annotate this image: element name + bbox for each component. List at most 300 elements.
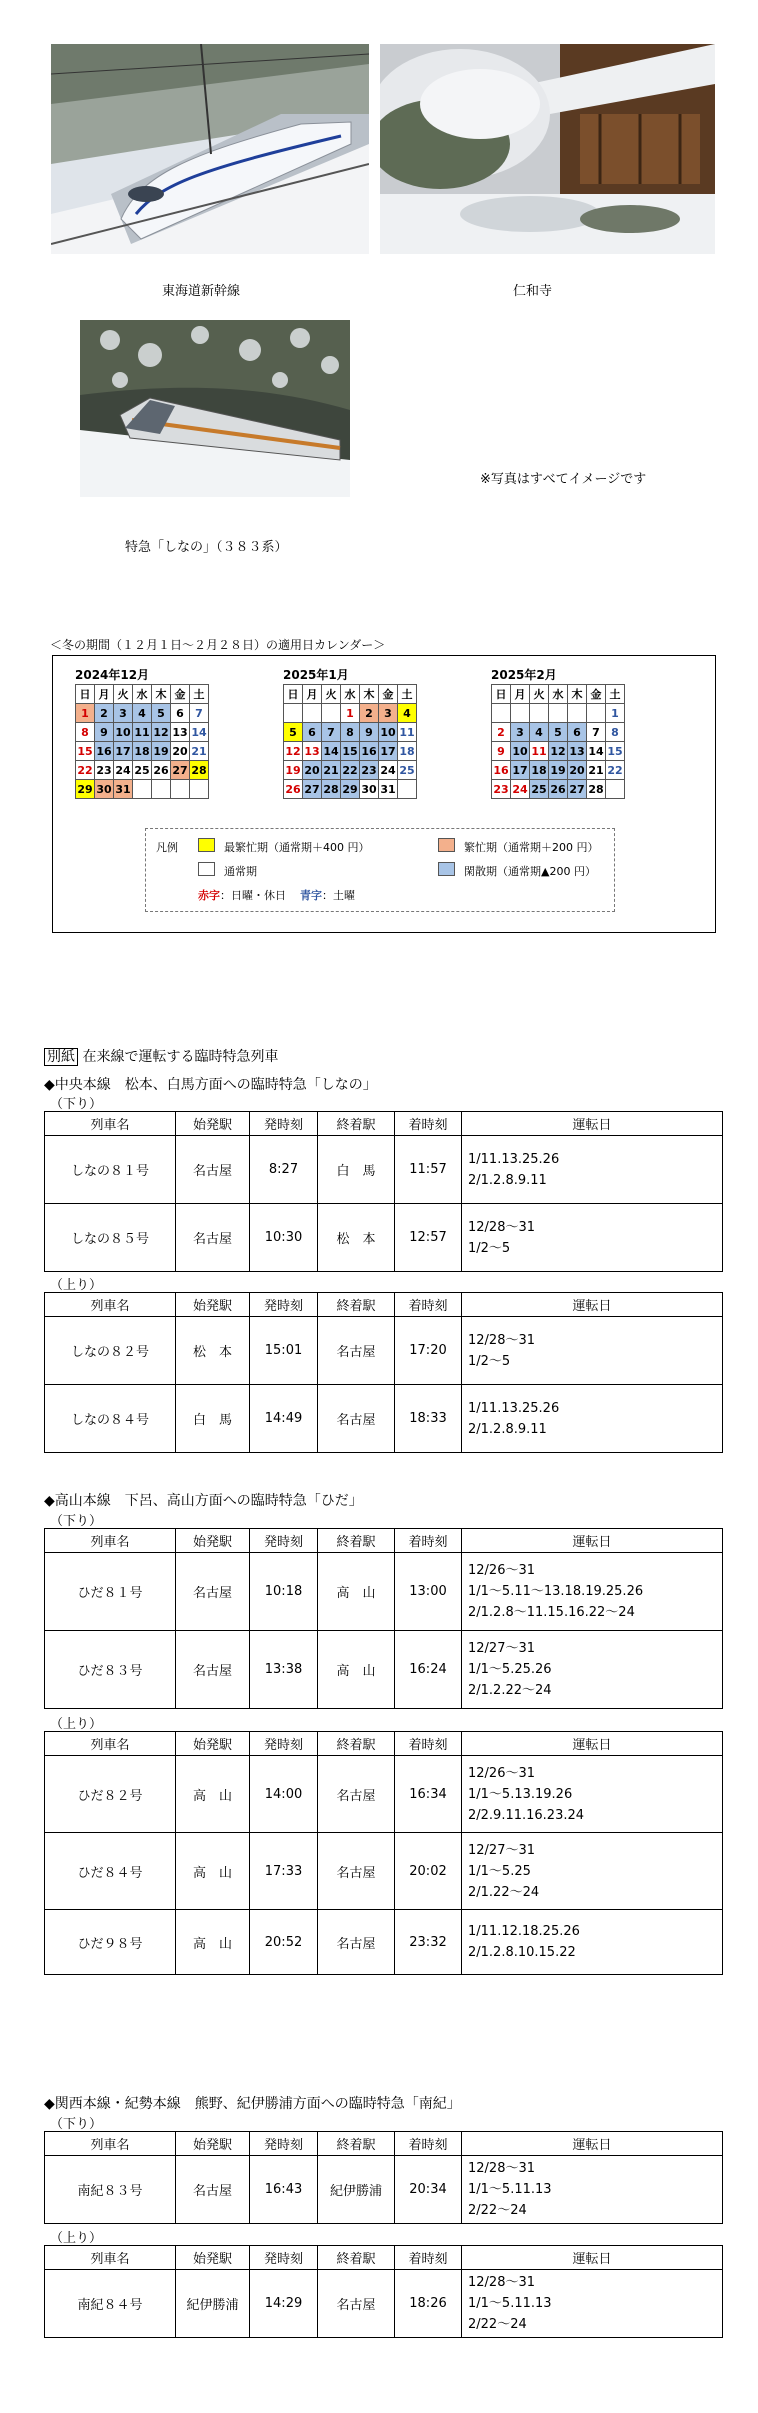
weekday-header: 金 <box>587 685 606 704</box>
legend-busy: 繁忙期（通常期＋200 円） <box>464 841 599 854</box>
calendar-day: 1 <box>606 704 625 723</box>
operation-day-line: 2/22～24 <box>468 2317 527 2332</box>
column-header: 発時刻 <box>250 1112 318 1136</box>
operation-day-line: 1/1～5.25.26 <box>468 1662 552 1677</box>
month-label: 2025年2月 <box>491 668 557 682</box>
train-name: ひだ９８号 <box>45 1910 176 1975</box>
departure-time: 8:27 <box>250 1136 318 1204</box>
table-row <box>45 1833 723 1910</box>
calendar-day <box>606 780 625 799</box>
column-header: 始発駅 <box>176 1732 250 1756</box>
weekday-header: 金 <box>171 685 190 704</box>
calendar-day: 21 <box>587 761 606 780</box>
operation-day-line: 12/27～31 <box>468 1641 536 1656</box>
departure-time: 17:33 <box>250 1833 318 1910</box>
calendar-day <box>530 704 549 723</box>
arrival-time: 11:57 <box>395 1136 462 1204</box>
operation-day-line: 1/2～5 <box>468 1240 511 1256</box>
column-header: 終着駅 <box>318 1112 395 1136</box>
calendar-day: 22 <box>606 761 625 780</box>
column-header: 始発駅 <box>176 1293 250 1317</box>
train-name: ひだ８４号 <box>45 1833 176 1910</box>
calendar-day: 24 <box>379 761 398 780</box>
column-header: 運転日 <box>462 1112 723 1136</box>
weekday-header: 日 <box>492 685 511 704</box>
operation-day-line: 12/28～31 <box>468 2275 536 2290</box>
section-heading: ◆中央本線 松本、白馬方面への臨時特急「しなの」 <box>44 1077 377 1093</box>
calendar-day: 18 <box>133 742 152 761</box>
origin-station: 松 本 <box>176 1317 250 1385</box>
calendar-day: 18 <box>398 742 417 761</box>
calendar-day: 11 <box>530 742 549 761</box>
calendar-day: 30 <box>360 780 379 799</box>
calendar-day: 22 <box>341 761 360 780</box>
operation-day-line: 2/1.2.8.9.11 <box>468 1421 547 1437</box>
weekday-header: 水 <box>341 685 360 704</box>
column-header: 発時刻 <box>250 1732 318 1756</box>
legend-label: 凡例 <box>156 841 178 854</box>
column-header: 列車名 <box>45 2132 176 2156</box>
calendar-day: 9 <box>95 723 114 742</box>
arrival-time: 18:33 <box>395 1385 462 1453</box>
calendar-day: 12 <box>284 742 303 761</box>
departure-time: 15:01 <box>250 1317 318 1385</box>
month-grid-feb <box>491 684 625 799</box>
calendar-day: 3 <box>511 723 530 742</box>
calendar-day <box>152 780 171 799</box>
legend-red-text: 赤字 <box>198 889 220 902</box>
calendar-day: 14 <box>190 723 209 742</box>
origin-station: 高 山 <box>176 1833 250 1910</box>
column-header: 終着駅 <box>318 1732 395 1756</box>
direction-label: （上り） <box>50 1717 103 1732</box>
timetable <box>44 1111 723 1272</box>
calendar-day <box>284 704 303 723</box>
calendar-day: 28 <box>190 761 209 780</box>
timetable <box>44 1292 723 1453</box>
shinano-photo <box>80 320 350 497</box>
calendar-day: 30 <box>95 780 114 799</box>
destination-station: 高 山 <box>318 1631 395 1709</box>
photo-caption-shinano: 特急「しなの」（３８３系） <box>125 540 288 555</box>
calendar-day: 10 <box>114 723 133 742</box>
column-header: 運転日 <box>462 2132 723 2156</box>
calendar-legend <box>145 828 615 912</box>
calendar-day: 19 <box>549 761 568 780</box>
calendar-day <box>492 704 511 723</box>
calendar-day: 15 <box>341 742 360 761</box>
train-name: しなの８４号 <box>45 1385 176 1453</box>
timetable <box>44 1528 723 1709</box>
operation-day-line: 1/1～5.11.13 <box>468 2296 552 2311</box>
column-header: 終着駅 <box>318 2132 395 2156</box>
calendar-day: 7 <box>322 723 341 742</box>
legend-red-desc: ：日曜・休日 <box>220 889 286 902</box>
timetable <box>44 1731 723 1975</box>
operation-day-line: 2/1.2.8～11.15.16.22～24 <box>468 1605 635 1620</box>
calendar-day: 11 <box>398 723 417 742</box>
departure-time: 14:00 <box>250 1756 318 1833</box>
calendar-day: 25 <box>133 761 152 780</box>
origin-station: 名古屋 <box>176 1136 250 1204</box>
calendar-day: 10 <box>379 723 398 742</box>
table-row <box>45 1553 723 1631</box>
legend-blue-text: 青字 <box>300 889 322 902</box>
operation-day-line: 1/1～5.11～13.18.19.25.26 <box>468 1584 644 1599</box>
column-header: 発時刻 <box>250 2246 318 2270</box>
operation-days <box>462 2156 723 2224</box>
departure-time: 20:52 <box>250 1910 318 1975</box>
destination-station: 名古屋 <box>318 1910 395 1975</box>
calendar-day: 19 <box>152 742 171 761</box>
weekday-header: 火 <box>530 685 549 704</box>
column-header: 着時刻 <box>395 1732 462 1756</box>
legend-normal: 通常期 <box>224 865 257 878</box>
legend-swatch-busy <box>438 838 455 852</box>
operation-day-line: 12/28～31 <box>468 2161 536 2176</box>
train-name: 南紀８４号 <box>45 2270 176 2338</box>
calendar-title: ＜冬の期間（１２月１日～２月２８日）の適用日カレンダー＞ <box>50 638 386 652</box>
direction-label: （上り） <box>50 1278 103 1293</box>
column-header: 終着駅 <box>318 1293 395 1317</box>
calendar-day <box>587 704 606 723</box>
month-grid-dec <box>75 684 209 799</box>
departure-time: 16:43 <box>250 2156 318 2224</box>
calendar-day: 20 <box>568 761 587 780</box>
photo-caption-shinkansen: 東海道新幹線 <box>162 284 241 299</box>
operation-day-line: 12/28～31 <box>468 1332 536 1348</box>
calendar-day: 26 <box>549 780 568 799</box>
legend-blue-desc: ：土曜 <box>322 889 355 902</box>
calendar-day: 31 <box>114 780 133 799</box>
calendar-day: 11 <box>133 723 152 742</box>
departure-time: 10:18 <box>250 1553 318 1631</box>
direction-label: （下り） <box>50 1514 103 1529</box>
calendar-day <box>133 780 152 799</box>
calendar-day: 8 <box>341 723 360 742</box>
calendar-day: 16 <box>95 742 114 761</box>
calendar-day: 16 <box>360 742 379 761</box>
column-header: 発時刻 <box>250 1529 318 1553</box>
calendar-day: 29 <box>341 780 360 799</box>
calendar-day: 9 <box>492 742 511 761</box>
calendar-day: 12 <box>152 723 171 742</box>
calendar-day: 27 <box>171 761 190 780</box>
calendar-day: 10 <box>511 742 530 761</box>
weekday-header: 火 <box>114 685 133 704</box>
photo-note: ※写真はすべてイメージです <box>480 472 647 487</box>
calendar-day: 16 <box>492 761 511 780</box>
arrival-time: 16:34 <box>395 1756 462 1833</box>
calendar-day <box>303 704 322 723</box>
calendar-day: 1 <box>76 704 95 723</box>
weekday-header: 火 <box>322 685 341 704</box>
attachment-tag: 別紙 <box>44 1048 78 1066</box>
month-label: 2025年1月 <box>283 668 349 682</box>
weekday-header: 土 <box>606 685 625 704</box>
column-header: 着時刻 <box>395 1529 462 1553</box>
calendar-day: 7 <box>190 704 209 723</box>
operation-days <box>462 1385 723 1453</box>
operation-day-line: 1/1～5.13.19.26 <box>468 1786 573 1802</box>
calendar-day: 14 <box>322 742 341 761</box>
table-row <box>45 1136 723 1204</box>
column-header: 運転日 <box>462 1732 723 1756</box>
departure-time: 14:49 <box>250 1385 318 1453</box>
operation-day-line: 1/1～5.11.13 <box>468 2182 552 2197</box>
calendar-day: 13 <box>303 742 322 761</box>
table-row <box>45 2270 723 2338</box>
calendar-day: 5 <box>549 723 568 742</box>
arrival-time: 12:57 <box>395 1204 462 1272</box>
calendar-day: 1 <box>341 704 360 723</box>
operation-day-line: 12/26～31 <box>468 1765 536 1781</box>
train-name: 南紀８３号 <box>45 2156 176 2224</box>
calendar-day <box>568 704 587 723</box>
column-header: 終着駅 <box>318 1529 395 1553</box>
column-header: 着時刻 <box>395 2246 462 2270</box>
operation-days <box>462 1553 723 1631</box>
calendar-day: 3 <box>114 704 133 723</box>
calendar-day: 4 <box>530 723 549 742</box>
operation-days <box>462 1756 723 1833</box>
column-header: 運転日 <box>462 2246 723 2270</box>
calendar-day: 25 <box>530 780 549 799</box>
operation-days <box>462 1833 723 1910</box>
calendar-day <box>322 704 341 723</box>
table-row <box>45 1910 723 1975</box>
column-header: 列車名 <box>45 1112 176 1136</box>
calendar-day: 5 <box>152 704 171 723</box>
calendar-day: 27 <box>303 780 322 799</box>
calendar-day: 9 <box>360 723 379 742</box>
column-header: 運転日 <box>462 1529 723 1553</box>
weekday-header: 月 <box>95 685 114 704</box>
operation-day-line: 2/1.2.8.10.15.22 <box>468 1945 576 1960</box>
train-name: しなの８１号 <box>45 1136 176 1204</box>
column-header: 着時刻 <box>395 2132 462 2156</box>
arrival-time: 16:24 <box>395 1631 462 1709</box>
column-header: 始発駅 <box>176 1529 250 1553</box>
destination-station: 名古屋 <box>318 1756 395 1833</box>
departure-time: 14:29 <box>250 2270 318 2338</box>
weekday-header: 月 <box>303 685 322 704</box>
legend-swatch-off <box>438 862 455 876</box>
table-row <box>45 1756 723 1833</box>
timetable <box>44 2131 723 2224</box>
attachment-text: 在来線で運転する臨時特急列車 <box>82 1049 279 1065</box>
calendar-box <box>52 655 716 933</box>
operation-day-line: 2/1.2.8.9.11 <box>468 1172 547 1188</box>
calendar-day: 5 <box>284 723 303 742</box>
arrival-time: 13:00 <box>395 1553 462 1631</box>
operation-day-line: 1/11.13.25.26 <box>468 1400 560 1416</box>
train-name: ひだ８３号 <box>45 1631 176 1709</box>
destination-station: 名古屋 <box>318 1385 395 1453</box>
calendar-day: 20 <box>303 761 322 780</box>
origin-station: 紀伊勝浦 <box>176 2270 250 2338</box>
calendar-day: 25 <box>398 761 417 780</box>
destination-station: 白 馬 <box>318 1136 395 1204</box>
weekday-header: 木 <box>360 685 379 704</box>
train-name: ひだ８１号 <box>45 1553 176 1631</box>
calendar-day: 28 <box>322 780 341 799</box>
calendar-day: 31 <box>379 780 398 799</box>
weekday-header: 日 <box>76 685 95 704</box>
column-header: 始発駅 <box>176 2132 250 2156</box>
column-header: 始発駅 <box>176 2246 250 2270</box>
weekday-header: 金 <box>379 685 398 704</box>
weekday-header: 木 <box>152 685 171 704</box>
direction-label: （上り） <box>50 2231 103 2246</box>
calendar-day: 23 <box>95 761 114 780</box>
calendar-day <box>549 704 568 723</box>
column-header: 発時刻 <box>250 1293 318 1317</box>
calendar-day: 2 <box>360 704 379 723</box>
calendar-day: 29 <box>76 780 95 799</box>
arrival-time: 20:34 <box>395 2156 462 2224</box>
weekday-header: 土 <box>190 685 209 704</box>
calendar-day <box>171 780 190 799</box>
table-row <box>45 1385 723 1453</box>
table-row <box>45 1631 723 1709</box>
origin-station: 名古屋 <box>176 1204 250 1272</box>
column-header: 運転日 <box>462 1293 723 1317</box>
column-header: 列車名 <box>45 1293 176 1317</box>
calendar-day: 17 <box>379 742 398 761</box>
train-name: ひだ８２号 <box>45 1756 176 1833</box>
destination-station: 紀伊勝浦 <box>318 2156 395 2224</box>
operation-day-line: 1/11.13.25.26 <box>468 1151 560 1167</box>
calendar-day: 24 <box>114 761 133 780</box>
operation-day-line: 12/26～31 <box>468 1563 536 1578</box>
timetable <box>44 2245 723 2338</box>
calendar-day: 26 <box>152 761 171 780</box>
departure-time: 10:30 <box>250 1204 318 1272</box>
legend-swatch-normal <box>198 862 215 876</box>
table-row <box>45 2156 723 2224</box>
operation-day-line: 12/27～31 <box>468 1842 536 1858</box>
legend-off: 閑散期（通常期▲200 円） <box>464 865 596 878</box>
operation-day-line: 1/1～5.25 <box>468 1863 531 1879</box>
origin-station: 名古屋 <box>176 1553 250 1631</box>
operation-day-line: 1/2～5 <box>468 1353 511 1369</box>
origin-station: 白 馬 <box>176 1385 250 1453</box>
calendar-day: 4 <box>133 704 152 723</box>
origin-station: 名古屋 <box>176 1631 250 1709</box>
legend-colors <box>198 887 355 903</box>
origin-station: 高 山 <box>176 1910 250 1975</box>
calendar-day: 13 <box>171 723 190 742</box>
weekday-header: 水 <box>133 685 152 704</box>
column-header: 列車名 <box>45 1732 176 1756</box>
direction-label: （下り） <box>50 2117 103 2132</box>
calendar-day: 8 <box>76 723 95 742</box>
calendar-day: 15 <box>606 742 625 761</box>
operation-day-line: 1/11.12.18.25.26 <box>468 1924 580 1939</box>
legend-peak: 最繁忙期（通常期＋400 円） <box>224 841 370 854</box>
attachment-title <box>44 1046 278 1066</box>
table-row <box>45 1317 723 1385</box>
photo-caption-ninnaji: 仁和寺 <box>513 284 553 299</box>
calendar-day: 13 <box>568 742 587 761</box>
calendar-day <box>511 704 530 723</box>
operation-days <box>462 1317 723 1385</box>
month-grid-jan <box>283 684 417 799</box>
direction-label: （下り） <box>50 1097 103 1112</box>
column-header: 発時刻 <box>250 2132 318 2156</box>
calendar-day: 21 <box>322 761 341 780</box>
calendar-day: 18 <box>530 761 549 780</box>
column-header: 列車名 <box>45 2246 176 2270</box>
calendar-day: 6 <box>171 704 190 723</box>
departure-time: 13:38 <box>250 1631 318 1709</box>
operation-day-line: 2/2.9.11.16.23.24 <box>468 1807 585 1823</box>
calendar-day: 26 <box>284 780 303 799</box>
calendar-day: 17 <box>511 761 530 780</box>
arrival-time: 18:26 <box>395 2270 462 2338</box>
calendar-day: 27 <box>568 780 587 799</box>
calendar-day: 17 <box>114 742 133 761</box>
origin-station: 名古屋 <box>176 2156 250 2224</box>
destination-station: 名古屋 <box>318 1833 395 1910</box>
operation-day-line: 2/1.2.22～24 <box>468 1683 552 1698</box>
column-header: 着時刻 <box>395 1293 462 1317</box>
calendar-day: 22 <box>76 761 95 780</box>
calendar-day: 23 <box>360 761 379 780</box>
calendar-day: 2 <box>492 723 511 742</box>
column-header: 終着駅 <box>318 2246 395 2270</box>
calendar-day: 15 <box>76 742 95 761</box>
calendar-day: 6 <box>303 723 322 742</box>
operation-days <box>462 2270 723 2338</box>
operation-day-line: 2/1.22～24 <box>468 1884 540 1900</box>
month-label: 2024年12月 <box>75 668 150 682</box>
legend-swatch-peak <box>198 838 215 852</box>
operation-days <box>462 1204 723 1272</box>
operation-day-line: 2/22～24 <box>468 2203 527 2218</box>
origin-station: 高 山 <box>176 1756 250 1833</box>
column-header: 着時刻 <box>395 1112 462 1136</box>
operation-days <box>462 1631 723 1709</box>
weekday-header: 月 <box>511 685 530 704</box>
column-header: 始発駅 <box>176 1112 250 1136</box>
destination-station: 名古屋 <box>318 1317 395 1385</box>
calendar-day: 21 <box>190 742 209 761</box>
operation-days <box>462 1136 723 1204</box>
calendar-day: 14 <box>587 742 606 761</box>
destination-station: 松 本 <box>318 1204 395 1272</box>
weekday-header: 水 <box>549 685 568 704</box>
calendar-day: 4 <box>398 704 417 723</box>
column-header: 列車名 <box>45 1529 176 1553</box>
destination-station: 名古屋 <box>318 2270 395 2338</box>
calendar-day: 24 <box>511 780 530 799</box>
calendar-day: 28 <box>587 780 606 799</box>
calendar-day: 23 <box>492 780 511 799</box>
train-name: しなの８５号 <box>45 1204 176 1272</box>
section-heading: ◆高山本線 下呂、高山方面への臨時特急「ひだ」 <box>44 1493 363 1509</box>
calendar-day: 8 <box>606 723 625 742</box>
table-row <box>45 1204 723 1272</box>
operation-days <box>462 1910 723 1975</box>
weekday-header: 日 <box>284 685 303 704</box>
arrival-time: 17:20 <box>395 1317 462 1385</box>
calendar-day: 19 <box>284 761 303 780</box>
destination-station: 高 山 <box>318 1553 395 1631</box>
calendar-day: 6 <box>568 723 587 742</box>
calendar-day: 2 <box>95 704 114 723</box>
